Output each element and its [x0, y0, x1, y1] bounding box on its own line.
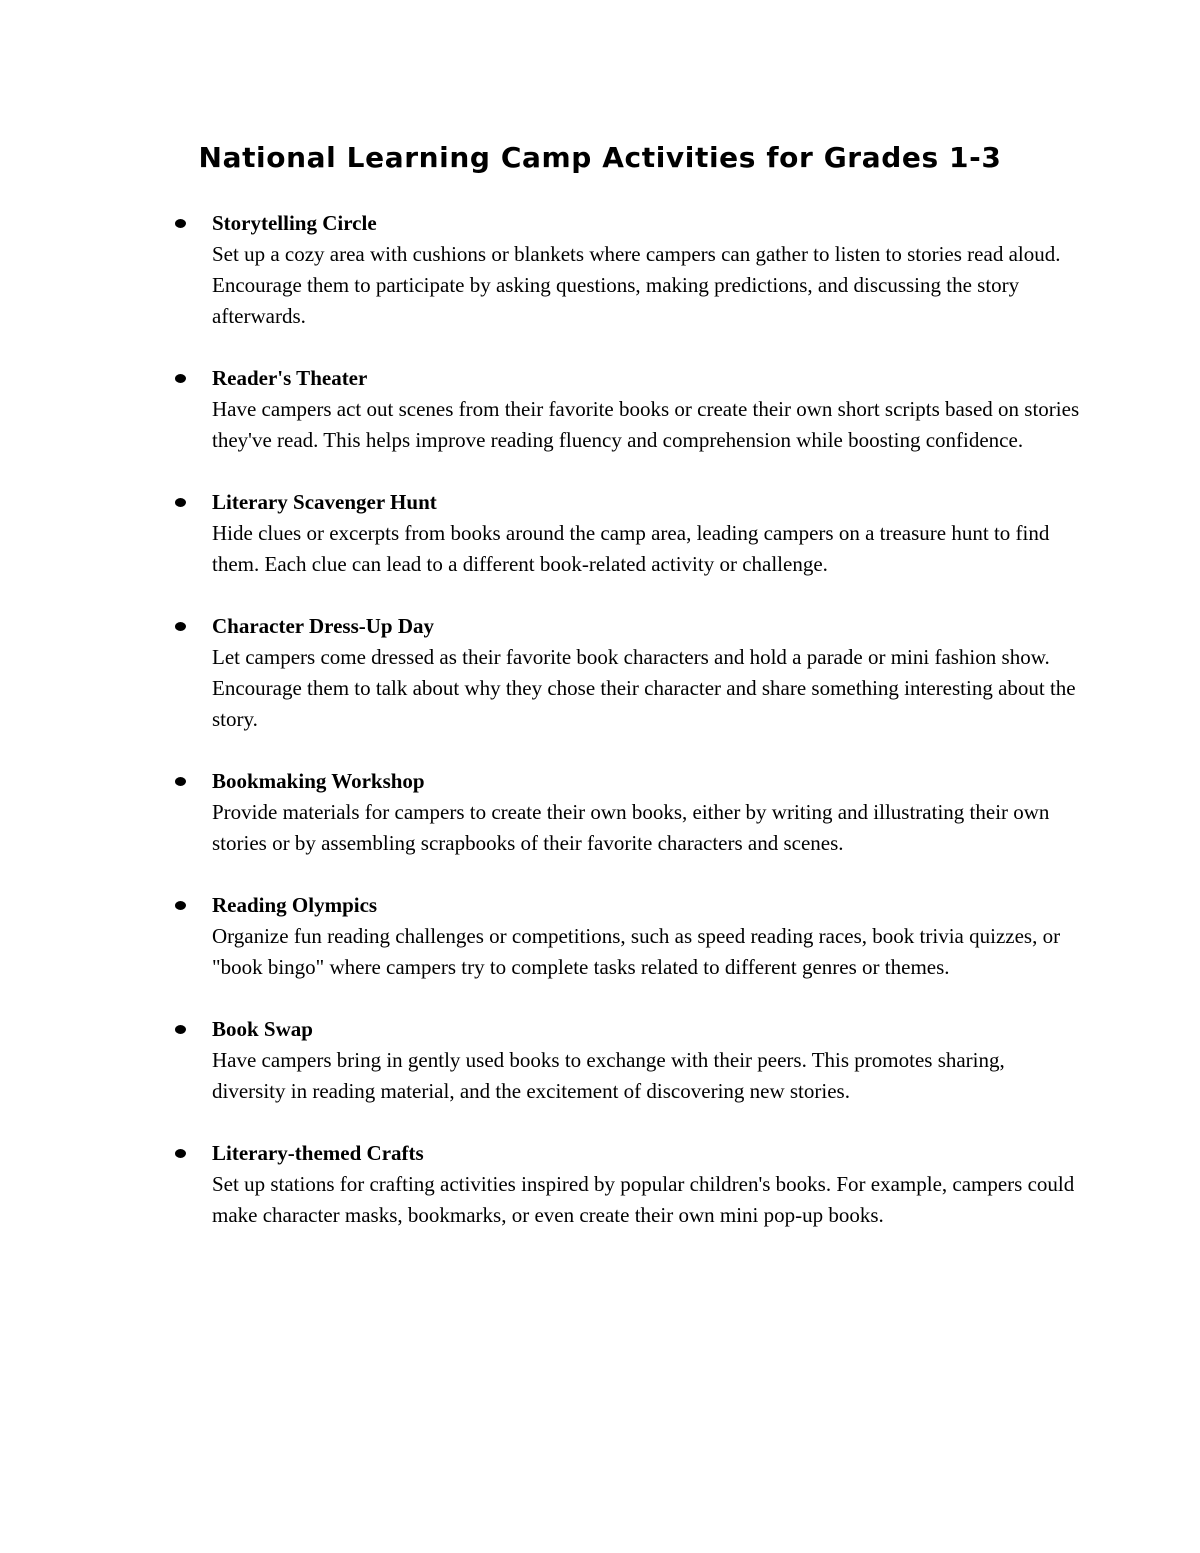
- activity-description: Have campers act out scenes from their favorite books or create their own short scripts based on stories they've read. This helps improve reading fluency and comprehension while boosting confidence.: [212, 397, 1080, 452]
- activity-item: [0, 208, 1200, 332]
- activity-description: Provide materials for campers to create their own books, either by writing and illustrating their own stories or by assembling scrapbooks of their favorite characters and scenes.: [212, 800, 1050, 855]
- bullet-icon: [175, 498, 186, 507]
- activity-description: Hide clues or excerpts from books around the camp area, leading campers on a treasure hunt to find them. Each clue can lead to a different book-related activity or challenge.: [212, 521, 1050, 576]
- activity-name: Storytelling Circle: [212, 211, 377, 235]
- activity-description: Set up stations for crafting activities inspired by popular children's books. For example, campers could make character masks, bookmarks, or even create their own mini pop-up books.: [212, 1172, 1075, 1227]
- activity-item: [0, 611, 1200, 735]
- activity-name: Bookmaking Workshop: [212, 769, 425, 793]
- activity-name: Character Dress-Up Day: [212, 614, 435, 638]
- activity-description: Let campers come dressed as their favorite book characters and hold a parade or mini fashion show. Encourage them to talk about why they chose their character and share something interesting about the story.: [212, 645, 1076, 731]
- bullet-icon: [175, 622, 186, 631]
- activity-name: Literary Scavenger Hunt: [212, 490, 437, 514]
- page-title: National Learning Camp Activities for Grades 1-3: [198, 141, 1002, 174]
- activity-item: [0, 766, 1200, 859]
- bullet-icon: [175, 1025, 186, 1034]
- bullet-icon: [175, 219, 186, 228]
- activity-name: Literary-themed Crafts: [212, 1141, 424, 1165]
- activity-description: Set up a cozy area with cushions or blankets where campers can gather to listen to stories read aloud. Encourage them to participate by asking questions, making predictions, and discussing the story afterwards.: [212, 242, 1061, 328]
- activity-list: [0, 208, 1200, 1262]
- activity-description: Have campers bring in gently used books to exchange with their peers. This promotes sharing, diversity in reading material, and the excitement of discovering new stories.: [212, 1048, 1005, 1103]
- activity-item: [0, 363, 1200, 456]
- bullet-icon: [175, 777, 186, 786]
- activity-item: [0, 890, 1200, 983]
- activity-name: Book Swap: [212, 1017, 313, 1041]
- activity-description: Organize fun reading challenges or competitions, such as speed reading races, book trivia quizzes, or "book bingo" where campers try to complete tasks related to different genres or themes.: [212, 924, 1061, 979]
- activity-item: [0, 487, 1200, 580]
- activity-name: Reader's Theater: [212, 366, 368, 390]
- activity-name: Reading Olympics: [212, 893, 378, 917]
- bullet-icon: [175, 901, 186, 910]
- activity-item: [0, 1014, 1200, 1107]
- bullet-icon: [175, 1149, 186, 1158]
- bullet-icon: [175, 374, 186, 383]
- activity-item: [0, 1138, 1200, 1231]
